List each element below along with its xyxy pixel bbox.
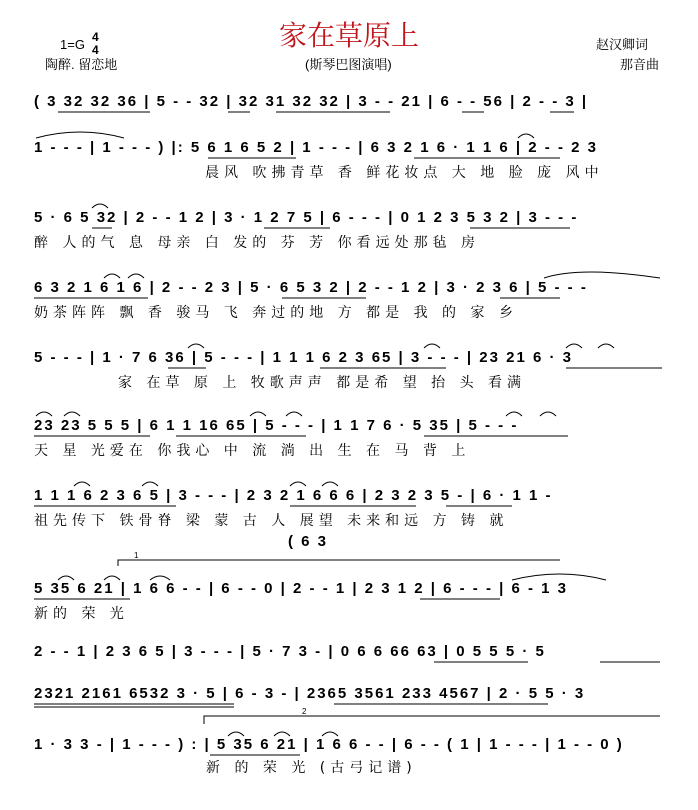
slur-arc: [92, 204, 108, 208]
slur-arc: [58, 576, 74, 580]
lyricist-credit: 赵汉卿词: [596, 37, 649, 52]
slur-arc: [518, 134, 534, 138]
volta-number: 1: [134, 551, 139, 560]
notation-row: 1 1 1 6 2 3 6 5 | 3 - - - | 2 3 2 1 6 6 6 | 2 3 2 3 5 - | 6 · 1 1 -: [34, 487, 553, 504]
slur-arc: [228, 732, 244, 736]
lyrics-row: 祖先传下 铁骨脊 梁 蒙 古 人 展望 未来和远 方 铸 就: [34, 513, 509, 529]
notation-row: 2 - - 1 | 2 3 6 5 | 3 - - - | 5 · 7 3 - | 0 6 6 66 63 | 0 5 5 5 · 5: [34, 643, 546, 660]
slur-arc: [322, 482, 338, 486]
slur-arc: [36, 412, 52, 416]
lyrics-row: 晨风 吹拂青草 香 鲜花妆点 大 地 脸 庞 风中: [205, 165, 604, 181]
slur-arc: [566, 344, 582, 348]
slur-arc: [128, 274, 144, 278]
performer-credit: (斯琴巴图演唱): [305, 57, 392, 72]
slur-arc: [188, 344, 204, 348]
lyrics-row: 醉 人的气 息 母亲 白 发的 芬 芳 你看远处那毡 房: [34, 235, 481, 251]
notation-row: 6 3 2 1 6 1 6 | 2 - - 2 3 | 5 · 6 5 3 2 | 2 - - 1 2 | 3 · 2 3 6 | 5 - - -: [34, 279, 588, 296]
notation-row: 1 · 3 3 - | 1 - - - ) : | 5 35 6 21 | 1 6 6 - - | 6 - - ( 1 | 1 - - - | 1 - - 0 ): [34, 736, 624, 753]
song-title: 家在草原上: [278, 19, 419, 52]
notation-row: 2321 2161 6532 3 · 5 | 6 - 3 - | 2365 3561 233 4567 | 2 · 5 5 · 3: [34, 685, 586, 702]
notation-row: ( 6 3: [288, 533, 329, 550]
slur-arc: [286, 412, 302, 416]
key-signature: 1=G: [60, 37, 85, 52]
slur-arc: [506, 412, 522, 416]
notation-row: ( 3 32 32 36 | 5 - - 32 | 32 31 32 32 | 3 - - 21 | 6 - - 56 | 2 - - 3 |: [34, 93, 589, 110]
notation-row: 5 · 6 5 32 | 2 - - 1 2 | 3 · 1 2 7 5 | 6 - - - | 0 1 2 3 5 3 2 | 3 - - -: [34, 209, 579, 226]
lyrics-row: 天 星 光爱在 你我心 中 流 淌 出 生 在 马 背 上: [34, 443, 471, 459]
slur-arc: [598, 344, 614, 348]
volta-bracket-1: [118, 560, 560, 566]
notation-row: 5 35 6 21 | 1 6 6 - - | 6 - - 0 | 2 - - 1 | 2 3 1 2 | 6 - - - | 6 - 1 3: [34, 580, 569, 597]
tie-arc: [512, 574, 606, 580]
slur-arc: [142, 482, 158, 486]
tie-arc: [544, 272, 660, 278]
slur-arc: [104, 576, 120, 580]
notation-row: 5 - - - | 1 · 7 6 36 | 5 - - - | 1 1 1 6 2 3 65 | 3 - - - | 23 21 6 · 3: [34, 349, 573, 366]
slur-arc: [290, 482, 306, 486]
lyrics-row: 新的 荣 光: [34, 606, 129, 622]
time-signature-top: 4: [92, 30, 99, 44]
slur-arc: [64, 412, 80, 416]
slur-arc: [274, 732, 290, 736]
slur-arc: [424, 344, 440, 348]
lyrics-row: 新 的 荣 光 (古弓记谱): [206, 760, 417, 776]
notation-row: 23 23 5 5 5 | 6 1 1 16 65 | 5 - - - | 1 1 7 6 · 5 35 | 5 - - -: [34, 417, 519, 434]
composer-credit: 那音曲: [620, 57, 660, 72]
slur-arc: [322, 732, 338, 736]
slur-arc: [74, 482, 90, 486]
lyrics-row: 家 在草 原 上 牧歌声声 都是希 望 抬 头 看满: [118, 375, 527, 391]
lyrics-row: 奶茶阵阵 飘 香 骏马 飞 奔过的地 方 都是 我 的 家 乡: [34, 305, 518, 321]
volta-number: 2: [302, 707, 307, 716]
notation-row: 1 - - - | 1 - - - ) |: 5 6 1 6 5 2 | 1 - - - | 6 3 2 1 6 · 1 1 6 | 2 - - 2 3: [34, 139, 598, 156]
time-signature-bottom: 4: [92, 43, 99, 57]
volta-bracket-2: [204, 716, 660, 724]
tempo-marking: 陶醉. 留恋地: [45, 57, 118, 72]
slur-arc: [540, 412, 556, 416]
tie-arc: [36, 132, 124, 138]
slur-arc: [250, 412, 266, 416]
slur-arc: [104, 274, 120, 278]
slur-arc: [150, 576, 170, 580]
